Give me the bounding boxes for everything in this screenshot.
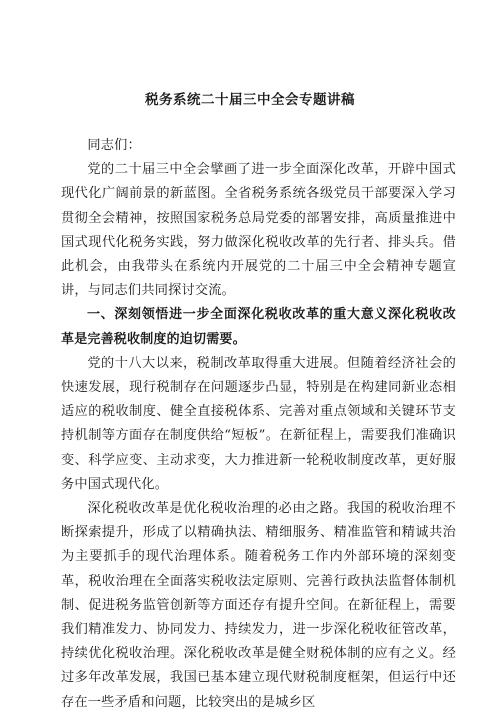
document-body — [61, 134, 456, 715]
paragraph-tax-governance: 深化税收改革是优化税收治理的必由之路。我国的税收治理不断探索提升，形成了以精确执法、精细服务、精准监管和精诚共治为主要抓手的现代治理体系。随着税务工作内外部环境的深刻变革，税收治理在全面落实税收法定原则、完善行政执法监督体制机制、促进税务监管创新等方面还存有提升空间。在新征程上，需要我们精准发力、协同发力、持续发力，进一步深化税收征管改革，持续优化税收治理。深化税收改革是健全财税体制的应有之义。经过多年改革发展，我国已基本建立现代财税制度框架，但运行中还存在一些矛盾和问题，比较突出的是城乡区 — [61, 501, 456, 710]
paragraph-intro: 党的二十届三中全会擘画了进一步全面深化改革，开辟中国式现代化广阔前景的新蓝图。全省税务系统各级党员干部要深入学习贯彻全会精神，按照国家税务总局党委的部署安排，高质量推进中国式现代化税务实践，努力做深化税收改革的先行者、排头兵。借此机会，由我带头在系统内开展党的二十届三中全会精神专题宣讲，与同志们共同探讨交流。 — [61, 162, 456, 299]
paragraph-tax-reform-progress: 党的十八大以来，税制改革取得重大进展。但随着经济社会的快速发展，现行税制存在问题逐步凸显，特别是在构建同新业态相适应的税收制度、健全直接税体系、完善对重点领域和关键环节支持机制等方面存在制度供给“短板”。在新征程上，需要我们准确识变、科学应变、主动求变，大力推进新一轮税收制度改革，更好服务中国式现代化。 — [61, 355, 456, 492]
greeting: 同志们： — [87, 138, 141, 153]
document-title: 税务系统二十届三中全会专题讲稿 — [145, 92, 355, 108]
section-heading-1: 一、深刻领悟进一步全面深化税收改革的重大意义深化税收改革是完善税收制度的迫切需要。 — [61, 307, 456, 347]
